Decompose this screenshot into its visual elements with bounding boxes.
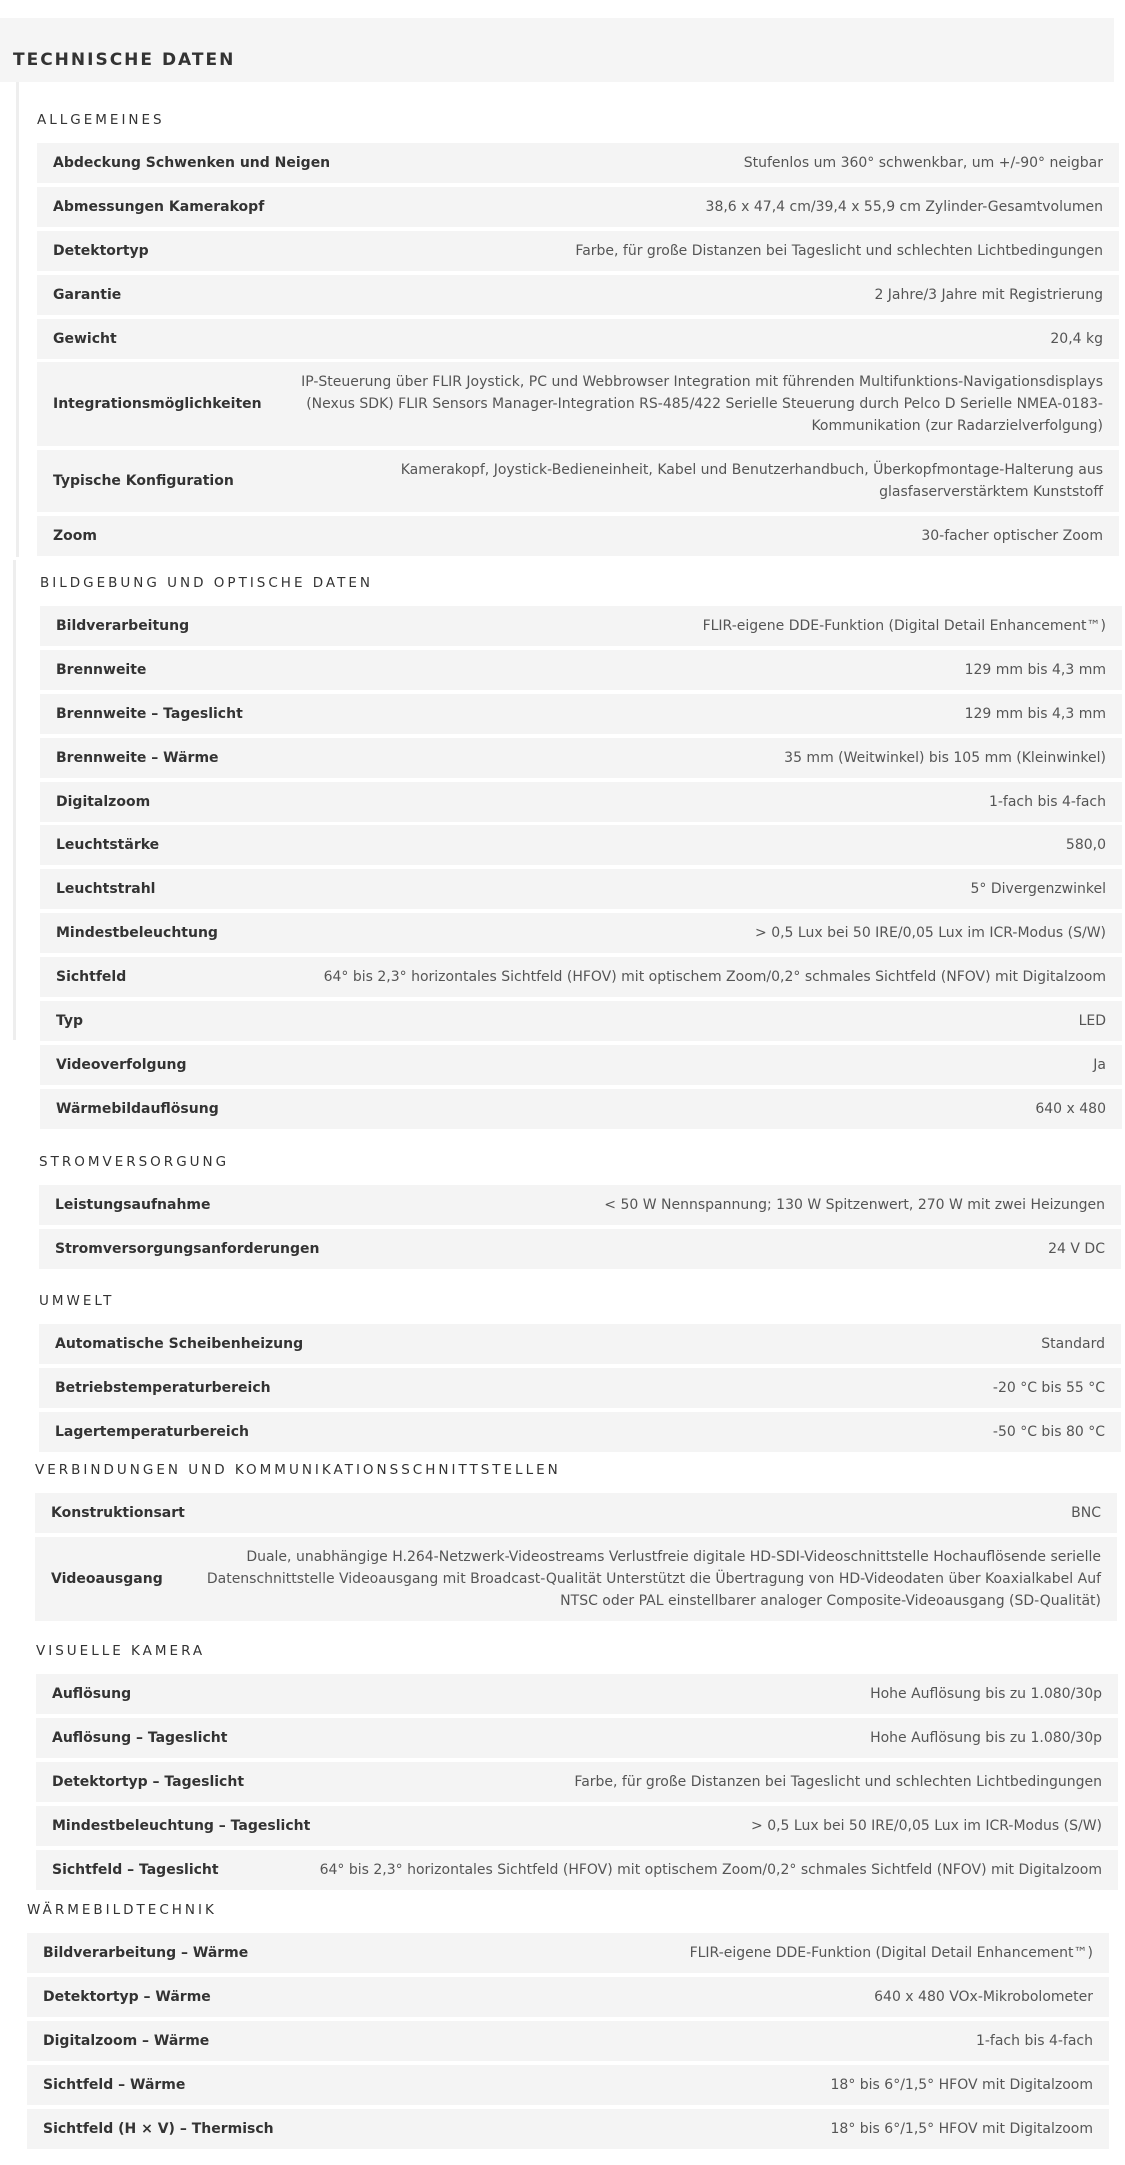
spec-label: Detektortyp bbox=[53, 242, 149, 259]
spec-value: < 50 W Nennspannung; 130 W Spitzenwert, 270 W mit zwei Heizungen bbox=[604, 1197, 1105, 1213]
spec-value: Farbe, für große Distanzen bei Tageslicht und schlechten Lichtbedingungen bbox=[574, 1773, 1102, 1790]
spec-value: 580,0 bbox=[1065, 837, 1106, 854]
section-bildgebung bbox=[40, 573, 1122, 1117]
spec-row bbox=[40, 650, 1122, 690]
spec-label: Integrationsmöglichkeiten bbox=[53, 396, 262, 413]
spec-value: 64° bis 2,3° horizontales Sichtfeld (HFOV) mit optischem Zoom/0,2° schmales Sichtfeld (NFOV) mit Digitalzoom bbox=[323, 969, 1106, 986]
spec-label: Brennweite – Tageslicht bbox=[56, 705, 243, 722]
spec-label: Gewicht bbox=[53, 330, 117, 347]
spec-row bbox=[40, 1089, 1122, 1129]
spec-value: 18° bis 6°/1,5° HFOV mit Digitalzoom bbox=[830, 2076, 1093, 2093]
spec-label: Sichtfeld (H × V) – Thermisch bbox=[43, 2120, 274, 2137]
spec-row bbox=[40, 825, 1122, 865]
spec-row bbox=[36, 1674, 1118, 1714]
spec-row bbox=[37, 231, 1119, 271]
section-title: STROMVERSORGUNG bbox=[39, 1154, 230, 1170]
spec-label: Auflösung bbox=[52, 1686, 132, 1702]
spec-label: Detektortyp – Wärme bbox=[43, 1988, 211, 2005]
spec-label: Mindestbeleuchtung – Tageslicht bbox=[52, 1817, 311, 1834]
spec-value: Hohe Auflösung bis zu 1.080/30p bbox=[870, 1686, 1102, 1702]
spec-value: LED bbox=[1078, 1013, 1106, 1030]
spec-row bbox=[27, 1977, 1109, 2017]
spec-value: 1-fach bis 4-fach bbox=[988, 793, 1106, 810]
spec-row bbox=[40, 957, 1122, 997]
spec-value: IP-Steuerung über FLIR Joystick, PC und Webbrowser Integration mit führenden Multifunktions-Navigationsdisplays (Nexus SDK) FLIR Sensors Manager-Integration RS-485/422 Serielle Steuerung durch Pelco D Serielle NMEA-0183-Kommunikation (zur Radarzielverfolgung) bbox=[301, 374, 1103, 435]
spec-row bbox=[36, 1806, 1118, 1846]
spec-value: 640 x 480 bbox=[1035, 1100, 1106, 1117]
section-umwelt bbox=[39, 1291, 1121, 1440]
spec-row bbox=[35, 1537, 1117, 1621]
spec-label: Videoausgang bbox=[51, 1570, 163, 1587]
spec-row bbox=[40, 738, 1122, 778]
section-waermebildtechnik bbox=[27, 1900, 1109, 2137]
page-title: TECHNISCHE DATEN bbox=[13, 50, 236, 70]
spec-label: Digitalzoom – Wärme bbox=[43, 2032, 210, 2049]
spec-row bbox=[37, 516, 1119, 556]
spec-value: 2 Jahre/3 Jahre mit Registrierung bbox=[874, 286, 1103, 303]
spec-label: Leuchtstärke bbox=[56, 837, 160, 854]
spec-row bbox=[40, 782, 1122, 822]
section-visuelle-kamera bbox=[36, 1641, 1118, 1878]
spec-label: Stromversorgungsanforderungen bbox=[55, 1240, 320, 1257]
spec-label: Bildverarbeitung bbox=[56, 618, 190, 634]
spec-value: Standard bbox=[1041, 1336, 1105, 1352]
spec-label: Brennweite bbox=[56, 661, 147, 678]
spec-value: 129 mm bis 4,3 mm bbox=[964, 705, 1106, 722]
spec-row bbox=[37, 143, 1119, 183]
spec-row bbox=[40, 606, 1122, 646]
spec-row bbox=[36, 1762, 1118, 1802]
spec-value: > 0,5 Lux bei 50 IRE/0,05 Lux im ICR-Modus (S/W) bbox=[751, 1817, 1102, 1834]
spec-row bbox=[37, 319, 1119, 359]
spec-row bbox=[27, 2021, 1109, 2061]
section-border bbox=[13, 560, 16, 1040]
spec-label: Wärmebildauflösung bbox=[56, 1100, 219, 1117]
spec-row bbox=[36, 1850, 1118, 1890]
spec-row bbox=[27, 2109, 1109, 2149]
spec-row bbox=[39, 1412, 1121, 1452]
spec-label: Mindestbeleuchtung bbox=[56, 925, 218, 942]
spec-label: Typische Konfiguration bbox=[53, 473, 234, 490]
spec-value: Stufenlos um 360° schwenkbar, um +/-90° neigbar bbox=[743, 155, 1103, 171]
spec-value: 24 V DC bbox=[1048, 1240, 1105, 1257]
section-verbindungen bbox=[35, 1460, 1117, 1609]
spec-value: -50 °C bis 80 °C bbox=[992, 1423, 1105, 1440]
spec-label: Auflösung – Tageslicht bbox=[52, 1729, 228, 1746]
spec-row bbox=[39, 1185, 1121, 1225]
spec-value: 35 mm (Weitwinkel) bis 105 mm (Kleinwinkel) bbox=[784, 749, 1106, 766]
spec-row bbox=[40, 1001, 1122, 1041]
spec-row bbox=[37, 450, 1119, 512]
spec-value: -20 °C bis 55 °C bbox=[992, 1379, 1105, 1396]
spec-row bbox=[37, 362, 1119, 446]
spec-label: Sichtfeld – Wärme bbox=[43, 2076, 186, 2093]
spec-value: 20,4 kg bbox=[1050, 330, 1103, 347]
spec-label: Leistungsaufnahme bbox=[55, 1197, 211, 1213]
section-title: VISUELLE KAMERA bbox=[36, 1643, 206, 1659]
spec-label: Zoom bbox=[53, 528, 97, 545]
spec-value: FLIR-eigene DDE-Funktion (Digital Detail Enhancement™) bbox=[702, 618, 1106, 634]
spec-value: Kamerakopf, Joystick-Bedieneinheit, Kabel und Benutzerhandbuch, Überkopfmontage-Halterung aus glasfaserverstärktem Kunststoff bbox=[400, 462, 1103, 501]
spec-value: Ja bbox=[1093, 1056, 1106, 1073]
spec-label: Detektortyp – Tageslicht bbox=[52, 1773, 245, 1790]
spec-value: FLIR-eigene DDE-Funktion (Digital Detail Enhancement™) bbox=[689, 1945, 1093, 1961]
spec-label: Lagertemperaturbereich bbox=[55, 1423, 249, 1440]
spec-row bbox=[37, 187, 1119, 227]
spec-value: 18° bis 6°/1,5° HFOV mit Digitalzoom bbox=[830, 2120, 1093, 2137]
section-title: ALLGEMEINES bbox=[37, 112, 165, 128]
spec-value: Hohe Auflösung bis zu 1.080/30p bbox=[870, 1729, 1102, 1746]
spec-value: 30-facher optischer Zoom bbox=[921, 528, 1103, 545]
spec-value: Duale, unabhängige H.264-Netzwerk-Videostreams Verlustfreie digitale HD-SDI-Videoschnittstelle Hochauflösende serielle Datenschnittstelle Videoausgang mit Broadcast-Qualität Unterstützt die Übertragung von HD-Videodaten über Koaxialkabel Auf NTSC oder PAL einstellbarer analoger Composite-Videoausgang (SD-Qualität) bbox=[206, 1548, 1101, 1609]
spec-row bbox=[39, 1324, 1121, 1364]
spec-label: Videoverfolgung bbox=[56, 1056, 187, 1073]
spec-value: Farbe, für große Distanzen bei Tageslicht und schlechten Lichtbedingungen bbox=[575, 242, 1103, 259]
section-stromversorgung bbox=[39, 1152, 1121, 1257]
section-border bbox=[16, 82, 19, 557]
spec-row bbox=[40, 694, 1122, 734]
spec-value: 5° Divergenzwinkel bbox=[970, 881, 1106, 898]
spec-label: Konstruktionsart bbox=[51, 1505, 185, 1521]
spec-label: Automatische Scheibenheizung bbox=[55, 1336, 304, 1352]
spec-label: Sichtfeld bbox=[56, 969, 127, 986]
spec-row bbox=[39, 1368, 1121, 1408]
spec-label: Betriebstemperaturbereich bbox=[55, 1379, 271, 1396]
spec-value: 1-fach bis 4-fach bbox=[975, 2032, 1093, 2049]
spec-value: 64° bis 2,3° horizontales Sichtfeld (HFOV) mit optischem Zoom/0,2° schmales Sichtfeld (NFOV) mit Digitalzoom bbox=[319, 1861, 1102, 1878]
section-title: UMWELT bbox=[39, 1293, 115, 1309]
spec-row bbox=[27, 1933, 1109, 1973]
spec-label: Sichtfeld – Tageslicht bbox=[52, 1861, 219, 1878]
spec-row bbox=[39, 1229, 1121, 1269]
spec-row bbox=[40, 913, 1122, 953]
spec-label: Leuchtstrahl bbox=[56, 881, 156, 898]
section-title: VERBINDUNGEN UND KOMMUNIKATIONSSCHNITTSTELLEN bbox=[35, 1462, 561, 1478]
section-title: WÄRMEBILDTECHNIK bbox=[27, 1902, 217, 1918]
spec-label: Digitalzoom bbox=[56, 793, 151, 810]
spec-value: 129 mm bis 4,3 mm bbox=[964, 661, 1106, 678]
spec-value: 38,6 x 47,4 cm/39,4 x 55,9 cm Zylinder-Gesamtvolumen bbox=[705, 198, 1103, 215]
spec-row bbox=[37, 275, 1119, 315]
spec-label: Typ bbox=[56, 1013, 84, 1030]
spec-row bbox=[40, 1045, 1122, 1085]
spec-row bbox=[27, 2065, 1109, 2105]
spec-value: BNC bbox=[1071, 1505, 1101, 1521]
spec-value: > 0,5 Lux bei 50 IRE/0,05 Lux im ICR-Modus (S/W) bbox=[755, 925, 1106, 942]
spec-label: Garantie bbox=[53, 286, 122, 303]
section-title: BILDGEBUNG UND OPTISCHE DATEN bbox=[40, 575, 373, 591]
spec-label: Bildverarbeitung – Wärme bbox=[43, 1945, 249, 1961]
spec-label: Abmessungen Kamerakopf bbox=[53, 198, 265, 215]
spec-label: Abdeckung Schwenken und Neigen bbox=[53, 155, 331, 171]
spec-label: Brennweite – Wärme bbox=[56, 749, 219, 766]
spec-row bbox=[35, 1493, 1117, 1533]
spec-row bbox=[36, 1718, 1118, 1758]
spec-row bbox=[40, 869, 1122, 909]
spec-value: 640 x 480 VOx-Mikrobolometer bbox=[874, 1988, 1093, 2005]
section-allgemeines bbox=[37, 110, 1119, 545]
